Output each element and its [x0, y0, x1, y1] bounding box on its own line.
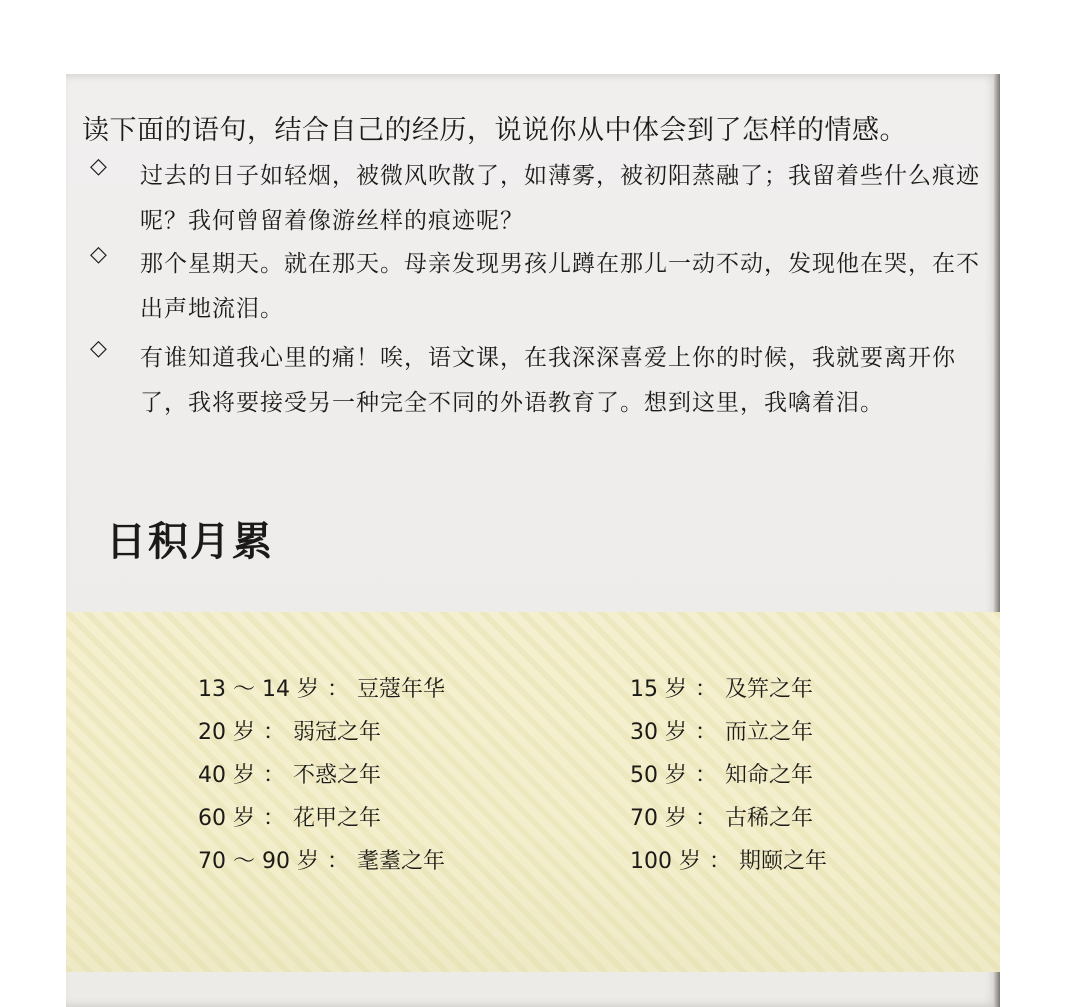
age-term [630, 758, 930, 801]
age-name: 耄耋之年 [356, 849, 445, 874]
section-title: 日积月累 [106, 519, 274, 565]
age-value: 70 ～ 90 岁 [198, 849, 319, 874]
age-term [198, 844, 630, 887]
diamond-bullet-icon: ◇ [90, 154, 107, 179]
age-value: 30 岁 [630, 720, 687, 745]
age-value: 70 岁 [630, 806, 687, 831]
age-name: 古稀之年 [725, 806, 814, 831]
quote-text: 那个星期天。就在那天。母亲发现男孩儿蹲在那儿一动不动，发现他在哭，在不出声地流泪。 [140, 251, 980, 322]
age-name: 花甲之年 [293, 806, 382, 831]
age-separator: ： [695, 806, 718, 831]
age-value: 20 岁 [198, 720, 255, 745]
age-value: 100 岁 [630, 849, 701, 874]
age-value: 60 岁 [198, 806, 255, 831]
age-term [630, 715, 930, 758]
age-name: 而立之年 [725, 720, 814, 745]
age-name: 期颐之年 [739, 849, 828, 874]
age-name: 弱冠之年 [293, 720, 382, 745]
age-term [630, 672, 930, 715]
age-name: 及笄之年 [725, 677, 814, 702]
age-term [198, 801, 630, 844]
age-separator: ： [263, 720, 286, 745]
age-name: 不惑之年 [293, 763, 382, 788]
age-term [198, 715, 630, 758]
age-separator: ： [695, 720, 718, 745]
age-separator: ： [326, 677, 349, 702]
age-separator: ： [263, 763, 286, 788]
age-separator: ： [263, 806, 286, 831]
exercise-prompt: 读下面的语句，结合自己的经历，说说你从中体会到了怎样的情感。 [82, 115, 907, 146]
quote-text: 过去的日子如轻烟，被微风吹散了，如薄雾，被初阳蒸融了；我留着些什么痕迹呢？我何曾留着像游丝样的痕迹呢？ [140, 163, 980, 234]
age-value: 40 岁 [198, 763, 255, 788]
age-separator: ： [695, 677, 718, 702]
age-term [198, 758, 630, 801]
textbook-page [66, 74, 1000, 1007]
age-value: 50 岁 [630, 763, 687, 788]
age-separator: ： [709, 849, 732, 874]
age-value: 15 岁 [630, 677, 687, 702]
age-value: 13 ～ 14 岁 [198, 677, 319, 702]
quote-text: 有谁知道我心里的痛！唉，语文课，在我深深喜爱上你的时候，我就要离开你了，我将要接受另一种完全不同的外语教育了。想到这里，我噙着泪。 [140, 345, 956, 416]
age-separator: ： [326, 849, 349, 874]
age-terms-panel [66, 612, 1000, 972]
diamond-bullet-icon: ◇ [90, 242, 107, 267]
diamond-bullet-icon: ◇ [90, 336, 107, 361]
age-term [630, 844, 930, 887]
age-name: 知命之年 [725, 763, 814, 788]
age-term [198, 672, 630, 715]
age-terms-grid [198, 672, 930, 887]
age-separator: ： [695, 763, 718, 788]
age-term [630, 801, 930, 844]
age-name: 豆蔻年华 [356, 677, 445, 702]
